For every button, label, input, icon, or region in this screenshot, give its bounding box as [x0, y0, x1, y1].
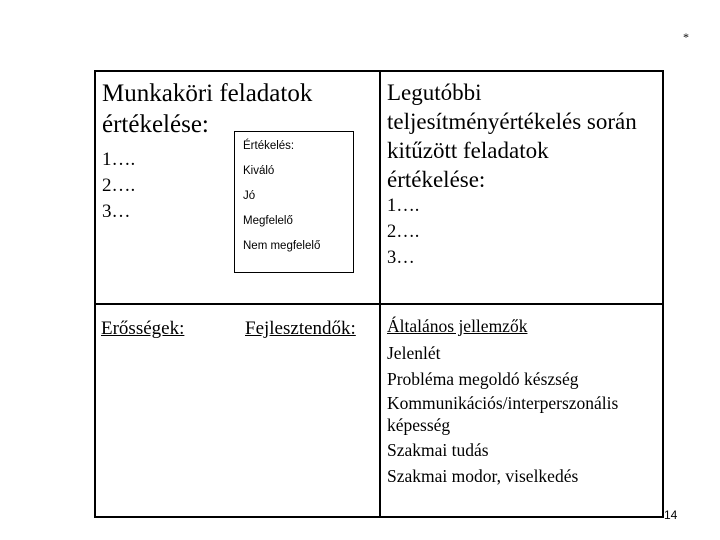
job-tasks-title-line: Munkaköri feladatok: [102, 80, 313, 107]
general-characteristics-heading: Általános jellemzők: [387, 316, 528, 336]
strengths-label: Erősségek:: [101, 318, 185, 339]
rating-option-adequate: Megfelelő: [243, 215, 293, 227]
list-item: Jelenlét: [387, 342, 441, 363]
previous-goals-evaluation-title: [387, 78, 662, 194]
rating-option-good: Jó: [243, 190, 256, 202]
list-item: 3…: [387, 248, 415, 268]
list-item: 1….: [387, 196, 420, 216]
previous-goals-title-line: kitűzött feladatok: [387, 138, 549, 163]
list-item: 1….: [102, 149, 136, 170]
list-item: Kommunikációs/interperszonális: [387, 392, 619, 413]
list-item: Probléma megoldó készség: [387, 369, 579, 389]
list-item: képesség: [387, 414, 451, 435]
previous-goals-title-line: értékelése:: [387, 167, 486, 192]
asterisk-mark: *: [683, 30, 689, 44]
development-areas-label: Fejlesztendők:: [245, 318, 356, 339]
list-item: 3…: [102, 201, 131, 222]
list-item: 2….: [387, 222, 420, 242]
horizontal-divider: [94, 303, 664, 305]
list-item: Szakmai modor, viselkedés: [387, 466, 579, 486]
vertical-divider: [379, 70, 381, 518]
rating-option-inadequate: Nem megfelelő: [243, 240, 321, 252]
previous-goals-title-line: Legutóbbi: [387, 80, 482, 105]
job-tasks-title-line: értékelése:: [102, 111, 209, 138]
general-characteristics: [387, 313, 662, 490]
rating-option-excellent: Kiváló: [243, 165, 275, 177]
list-item: Szakmai tudás: [387, 439, 489, 460]
list-item: 2….: [102, 175, 136, 196]
previous-goals-list: [387, 193, 419, 271]
slide-number: 14: [664, 508, 678, 522]
job-tasks-list: [102, 147, 135, 225]
previous-goals-title-line: teljesítményértékelés során: [387, 109, 637, 134]
rating-heading: Értékelés:: [243, 140, 295, 152]
